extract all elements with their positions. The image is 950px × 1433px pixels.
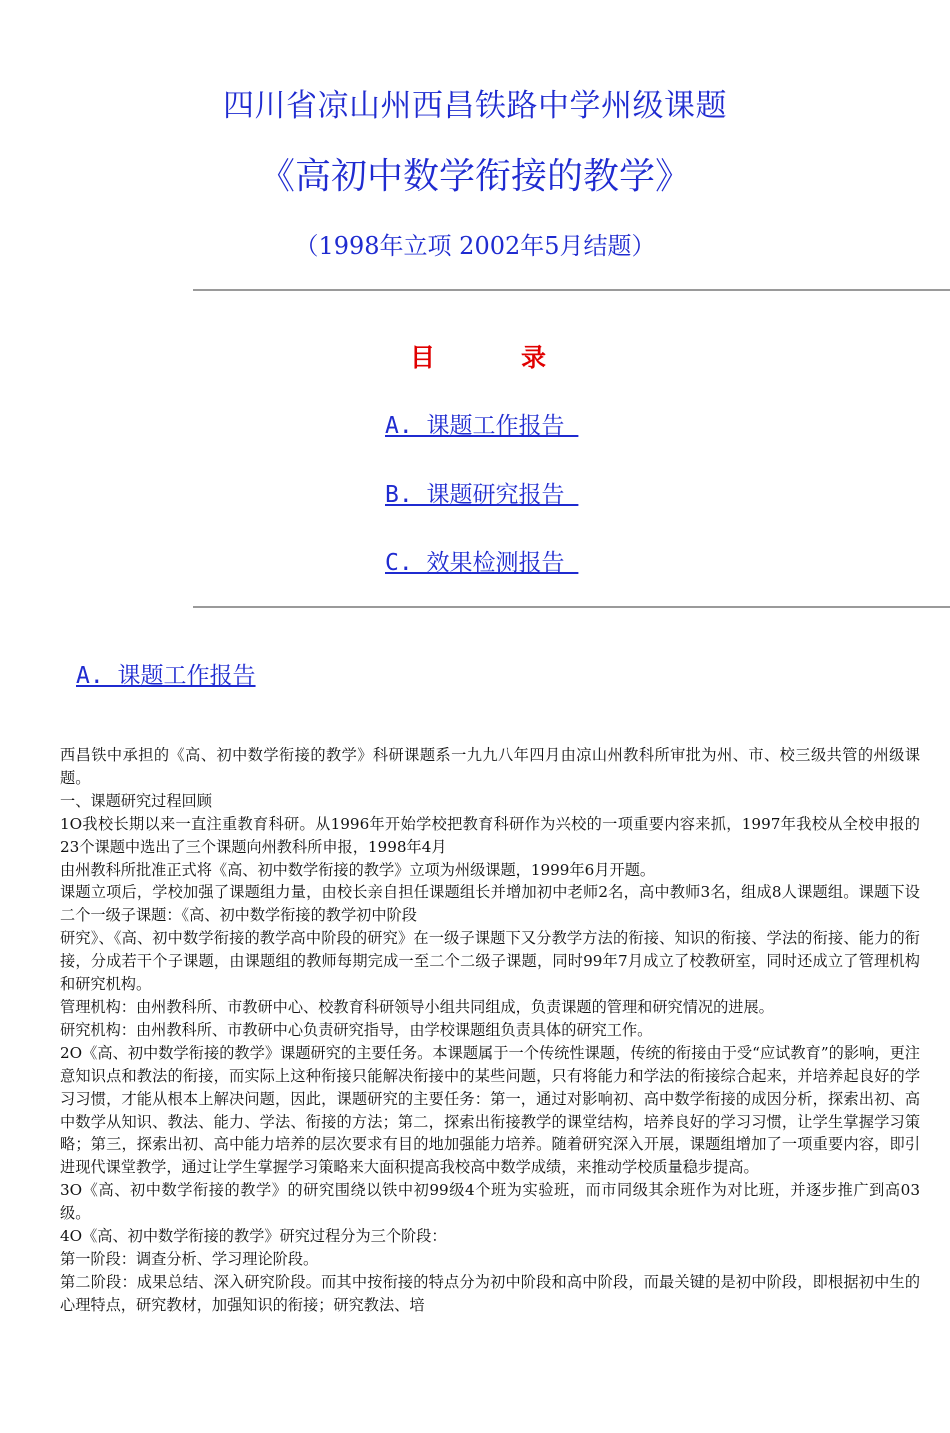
toc-heading [410,340,546,376]
body-paragraph: 研究》、《高、初中数学衔接的教学高中阶段的研究》在一级子课题下又分教学方法的衔接、知识的衔接、学法的衔接、能力的衔接，分成若干个子课题，由课题组的教师每期完成一至二个二级子课题，同时99年7月成立了校教研室，同时还成立了管理机构和研究机构。 [60,929,920,994]
body-paragraph: 4O《高、初中数学衔接的教学》研究过程分为三个阶段： [60,1227,447,1246]
body-paragraph: 研究机构：由州教科所、市教研中心负责研究指导，由学校课题组负责具体的研究工作。 [60,1020,653,1039]
toc-heading-left: 目 [410,343,436,372]
body-paragraph: 3O《高、初中数学衔接的教学》的研究围绕以铁中初99级4个班为实验班，而市同级其余班作为对比班，并逐步推广到高03级。 [60,1181,920,1223]
body-paragraph: 第一阶段：调查分析、学习理论阶段。 [60,1249,319,1268]
body-paragraph: 管理机构：由州教科所、市教研中心、校教育科研领导小组共同组成，负责课题的管理和研究情况的进展。 [60,997,774,1016]
toc-link-effect-report[interactable]: C. 效果检测报告 [385,550,579,576]
bottom-divider [193,606,950,608]
toc-link-work-report[interactable]: A. 课题工作报告 [385,413,579,439]
institution-title: 四川省凉山州西昌铁路中学州级课题 [223,88,727,124]
body-paragraph: 由州教科所批准正式将《高、初中数学衔接的教学》立项为州级课题，1999年6月开题。 [60,860,656,879]
body-paragraph: 课题立项后，学校加强了课题组力量，由校长亲自担任课题组长并增加初中老师2名，高中教师3名，组成8人课题组。课题下设二个一级子课题：《高、初中数学衔接的教学初中阶段 [60,883,920,925]
project-date-line: （1998年立项 2002年5月结题） [294,232,656,260]
body-paragraph: 1O我校长期以来一直注重教育科研。从1996年开始学校把教育科研作为兴校的一项重要内容来抓，1997年我校从全校申报的23个课题中选出了三个课题向州教科所申报，1998年4月 [60,814,920,856]
section-body [60,744,920,1317]
toc-link-research-report[interactable]: B. 课题研究报告 [385,482,579,508]
top-divider [193,289,950,291]
toc-heading-right: 录 [521,343,547,372]
body-paragraph: 一、课题研究过程回顾 [60,791,212,810]
section-heading-work-report[interactable]: A. 课题工作报告 [76,663,256,689]
body-paragraph: 第二阶段：成果总结、深入研究阶段。而其中按衔接的特点分为初中阶段和高中阶段，而最关键的是初中阶段，即根据初中生的心理特点，研究教材，加强知识的衔接；研究教法、培 [60,1272,920,1314]
body-paragraph: 西昌铁中承担的《高、初中数学衔接的教学》科研课题系一九九八年四月由凉山州教科所审批为州、市、校三级共管的州级课题。 [60,746,920,787]
project-title: 《高初中数学衔接的教学》 [258,156,691,197]
body-paragraph: 2O《高、初中数学衔接的教学》课题研究的主要任务。本课题属于一个传统性课题，传统的衔接由于受“应试教育”的影响，更注意知识点和教法的衔接，而实际上这种衔接只能解决衔接中的某些问题，只有将能力和学法的衔接综合起来，并培养起良好的学习习惯，才能从根本上解决问题，因此，课题研究的主要任务：第一，通过对影响初、高中数学衔接的成因分析，探索出初、高中数学从知识、教法、能力、学法、衔接的方法；第二，探索出衔接教学的课堂结构，培养良好的学习习惯，让学生掌握学习策略；第三，探索出初、高中能力培养的层次要求有目的地加强能力培养。随着研究深入开展，课题组增加了一项重要内容，即引进现代课堂教学，通过让学生掌握学习策略来大面积提高我校高中数学成绩，来推动学校质量稳步提高。 [60,1043,920,1177]
